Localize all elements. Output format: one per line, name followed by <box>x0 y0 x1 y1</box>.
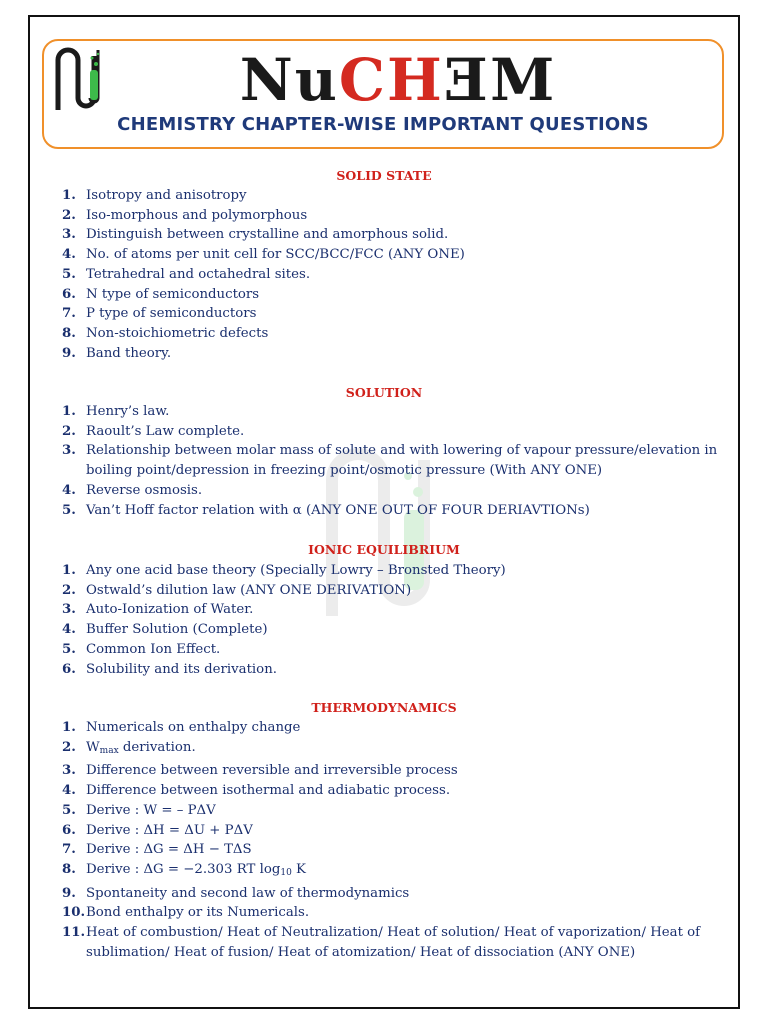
list-item <box>62 600 722 620</box>
item-text: N type of semiconductors <box>86 286 260 302</box>
list-item <box>62 402 722 422</box>
item-number: 4. <box>62 783 76 799</box>
list-item <box>62 206 722 226</box>
item-number: 7. <box>62 842 76 858</box>
item-number: 6. <box>62 661 76 677</box>
list-item <box>62 840 722 860</box>
section-title: SOLUTION <box>345 385 423 400</box>
item-text: Henry’s law. <box>86 404 170 419</box>
list-item <box>62 481 722 501</box>
item-number: 5. <box>62 502 76 518</box>
item-number: 1. <box>62 404 76 419</box>
item-text: Any one acid base theory (Specially Lowry – Bronsted Theory) <box>86 563 506 578</box>
list-item <box>62 581 722 601</box>
section-title: THERMODYNAMICS <box>311 700 457 715</box>
list-item <box>62 225 722 245</box>
item-text: P type of semiconductors <box>86 306 257 322</box>
subscript: 10 <box>280 867 292 878</box>
section-title: SOLID STATE <box>336 168 432 183</box>
item-text: Reverse osmosis. <box>86 482 203 498</box>
item-text: Derive : W = – PΔV <box>86 802 216 818</box>
list-item <box>62 884 722 904</box>
item-text: Isotropy and anisotropy <box>86 188 247 203</box>
list-item <box>62 718 722 738</box>
item-text: Auto-Ionization of Water. <box>86 602 254 618</box>
item-text: Derive : ΔH = ΔU + PΔV <box>86 822 253 838</box>
item-text: Band theory. <box>86 345 172 361</box>
list-item <box>62 620 722 640</box>
item-number: 4. <box>62 482 76 498</box>
list-item <box>62 781 722 801</box>
item-text: Non-stoichiometric defects <box>86 325 269 341</box>
item-number: 9. <box>62 885 76 901</box>
item-text: Solubility and its derivation. <box>86 661 277 677</box>
item-number: 2. <box>62 207 76 223</box>
page-subtitle: CHEMISTRY CHAPTER-WISE IMPORTANT QUESTIONS <box>117 114 649 135</box>
question-list <box>62 561 722 679</box>
item-number: 8. <box>62 325 76 341</box>
item-text: Spontaneity and second law of thermodynamics <box>86 885 410 901</box>
item-text: Ostwald’s dilution law (ANY ONE DERIVATION) <box>86 582 412 598</box>
list-item <box>62 660 722 680</box>
section-title: IONIC EQUILIBRIUM <box>308 542 460 557</box>
question-list <box>62 718 722 962</box>
item-number: 9. <box>62 345 76 361</box>
item-text: Relationship between molar mass of solute and with lowering of vapour pressure/elevation in boiling point/depression in freezing point/osmotic pressure (With ANY ONE) <box>86 443 718 479</box>
item-text: No. of atoms per unit cell for SCC/BCC/FCC (ANY ONE) <box>86 247 465 263</box>
item-number: 3. <box>62 227 76 243</box>
nuchem-logo <box>52 44 114 114</box>
item-number: 4. <box>62 622 76 638</box>
item-number: 11. <box>62 925 86 941</box>
svg-text:NuCHƎM: NuCHƎM <box>239 46 557 114</box>
item-text: Van’t Hoff factor relation with α (ANY ONE OUT OF FOUR DERIAVTIONs) <box>86 502 590 518</box>
item-number: 7. <box>62 306 76 322</box>
item-number: 1. <box>62 188 76 203</box>
item-number: 2. <box>62 582 76 598</box>
item-number: 2. <box>62 423 76 439</box>
item-text: Difference between reversible and irreversible process <box>86 763 458 779</box>
item-number: 1. <box>62 720 76 735</box>
list-item <box>62 501 722 521</box>
item-number: 8. <box>62 861 76 877</box>
list-item <box>62 324 722 344</box>
item-number: 5. <box>62 802 76 818</box>
item-text: Bond enthalpy or its Numericals. <box>86 905 310 921</box>
list-item <box>62 285 722 305</box>
item-text: Tetrahedral and octahedral sites. <box>86 266 311 282</box>
list-item <box>62 265 722 285</box>
list-item <box>62 245 722 265</box>
list-item <box>62 186 722 206</box>
item-number: 5. <box>62 266 76 282</box>
list-item <box>62 923 722 962</box>
item-number: 1. <box>62 563 76 578</box>
list-item <box>62 801 722 821</box>
list-item <box>62 640 722 660</box>
item-text: Buffer Solution (Complete) <box>86 622 268 638</box>
item-text: Numericals on enthalpy change <box>86 720 301 735</box>
list-item <box>62 903 722 923</box>
list-item <box>62 821 722 841</box>
subscript: max <box>99 745 119 756</box>
item-text: Common Ion Effect. <box>86 641 221 657</box>
item-number: 6. <box>62 822 76 838</box>
item-text: Difference between isothermal and adiabatic process. <box>86 783 451 799</box>
item-text: Raoult’s Law complete. <box>86 423 245 439</box>
list-item <box>62 304 722 324</box>
item-number: 3. <box>62 602 76 618</box>
item-number: 3. <box>62 443 76 459</box>
list-item <box>62 738 722 762</box>
item-text: Distinguish between crystalline and amorphous solid. <box>86 227 449 243</box>
item-number: 6. <box>62 286 76 302</box>
list-item <box>62 561 722 581</box>
list-item <box>62 441 722 480</box>
list-item <box>62 422 722 442</box>
item-text: Heat of combustion/ Heat of Neutralization/ Heat of solution/ Heat of vaporization/ Heat of sublimation/ Heat of fusion/ Heat of atomization/ Heat of dissociation (ANY ONE) <box>86 925 701 960</box>
item-text: Derive : ΔG = ΔH − TΔS <box>86 842 252 858</box>
brand-wordmark <box>228 38 568 118</box>
item-number: 5. <box>62 641 76 657</box>
item-number: 10. <box>62 905 86 921</box>
item-text: Derive : ΔG = −2.303 RT $\log_{10} K$ <box>86 861 306 878</box>
question-list <box>62 402 722 520</box>
item-text: $W_{max}$ derivation. <box>86 739 196 756</box>
item-number: 3. <box>62 763 76 779</box>
list-item <box>62 344 722 364</box>
item-text: Iso-morphous and polymorphous <box>86 207 308 223</box>
item-number: 2. <box>62 739 76 755</box>
list-item <box>62 860 722 884</box>
list-item <box>62 761 722 781</box>
item-number: 4. <box>62 247 76 263</box>
question-list <box>62 186 722 363</box>
